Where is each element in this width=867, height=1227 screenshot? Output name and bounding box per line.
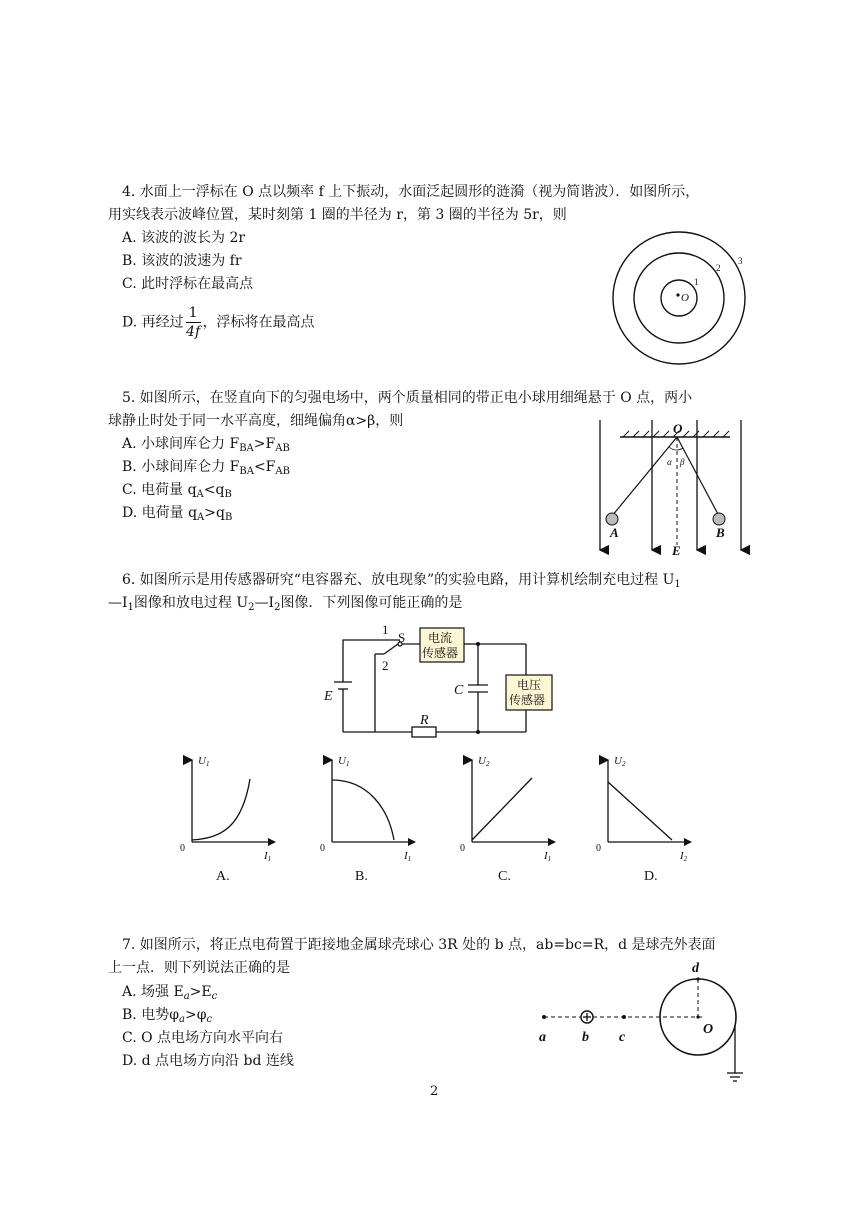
q4-ring3-label: 3 xyxy=(738,256,743,266)
q6-graph-a-caption: A. xyxy=(216,869,230,884)
q6-voltage-sensor-label2: 传感器 xyxy=(509,693,546,707)
q6-voltage-sensor-label1: 电压 xyxy=(517,678,542,692)
q6-graph-b-caption: B. xyxy=(355,869,368,884)
q7-o-label: O xyxy=(703,1022,714,1037)
q4-ring2-label: 2 xyxy=(716,263,721,273)
q6-switch-label: S xyxy=(398,630,406,645)
q4-ring1-label: 1 xyxy=(694,277,699,287)
q6-graph-c-origin: 0 xyxy=(460,843,465,854)
q6-graph-a-ylabel: U1 xyxy=(198,755,210,768)
q7-b-label: b xyxy=(582,1030,589,1045)
q6-graph-a-xlabel: I1 xyxy=(264,850,272,863)
q4-center-label: O xyxy=(681,292,689,304)
q4-fraction: $\frac{1}{4f}$ xyxy=(186,305,201,340)
q5-o-label: O xyxy=(673,421,683,436)
q5-e-label: E xyxy=(672,543,681,558)
q4-option-a: A. 该波的波长为 2r xyxy=(122,230,246,246)
q4-option-d: D. 再经过 $\frac{1}{4f}$ ，浮标将在最高点 xyxy=(122,305,315,340)
q6-graph-c xyxy=(452,752,562,864)
q5-stem-line1: 5. 如图所示，在竖直向下的匀强电场中，两个质量相同的带正电小球用细绳悬于 O 点，两小 xyxy=(122,390,693,406)
q4-option-c: C. 此时浮标在最高点 xyxy=(122,276,254,292)
q6-r-label: R xyxy=(420,713,429,728)
q4-option-b: B. 该波的波速为 fr xyxy=(122,253,242,269)
q5-option-c: C. 电荷量 $q_A<q_B$ xyxy=(122,482,232,500)
q6-pos2-label: 2 xyxy=(382,658,389,673)
q6-stem-line1: 6. 如图所示是用传感器研究“电容器充、放电现象”的实验电路，用计算机绘制充电过程 $U_1$ xyxy=(122,572,681,590)
q6-pos1-label: 1 xyxy=(382,622,389,637)
q5-option-a: A. 小球间库仑力 $F_{BA}>F_{AB}$ xyxy=(122,436,290,454)
q6-graph-b-origin: 0 xyxy=(320,843,325,854)
q6-circuit-diagram xyxy=(318,620,568,745)
q4-ripple-figure xyxy=(606,230,756,370)
q7-d-label: d xyxy=(692,961,699,976)
q6-graph-d-ylabel: U2 xyxy=(614,755,626,768)
q6-graph-c-caption: C. xyxy=(498,869,511,884)
q5-pendulum-figure xyxy=(590,415,755,560)
q6-current-sensor-label2: 传感器 xyxy=(422,646,459,660)
q7-option-b: B. 电势$\varphi_a>\varphi_c$ xyxy=(122,1007,213,1025)
q4-stem-line2: 用实线表示波峰位置，某时刻第 1 圈的半径为 r，第 3 圈的半径为 5r，则 xyxy=(108,207,567,223)
q7-stem-line1: 7. 如图所示，将正点电荷置于距接地金属球壳球心 3R 处的 b 点，ab=bc=R，d 是球壳外表面 xyxy=(122,937,716,953)
q7-sphere-figure xyxy=(528,955,758,1090)
q6-e-label: E xyxy=(324,689,333,704)
q6-graph-b-xlabel: I1 xyxy=(404,850,412,863)
q6-graph-a xyxy=(172,752,282,864)
q5-b-label: B xyxy=(716,525,725,540)
q6-graph-d-origin: 0 xyxy=(596,843,601,854)
q5-a-label: A xyxy=(610,525,619,540)
q6-current-sensor-label1: 电流 xyxy=(428,631,453,645)
q6-graph-d xyxy=(588,752,698,864)
q6-graph-c-ylabel: U2 xyxy=(478,755,490,768)
q6-graph-a-origin: 0 xyxy=(180,843,185,854)
page-number: 2 xyxy=(430,1084,439,1099)
q6-graph-d-caption: D. xyxy=(644,869,658,884)
q6-graph-d-xlabel: I2 xyxy=(680,850,688,863)
q6-stem-line2: $—I_1$图像和放电过程 $U_2—I_2$图像．下列图像可能正确的是 xyxy=(108,595,463,613)
q7-option-a: A. 场强 $E_a>E_c$ xyxy=(122,984,218,1002)
q6-graph-c-xlabel: I1 xyxy=(544,850,552,863)
q6-graph-b-ylabel: U1 xyxy=(338,755,350,768)
q5-option-d: D. 电荷量 $q_A>q_B$ xyxy=(122,505,233,523)
q5-stem-line2: 球静止时处于同一水平高度，细绳偏角α>β，则 xyxy=(108,413,404,429)
q7-c-label: c xyxy=(619,1030,626,1045)
q7-a-label: a xyxy=(539,1030,546,1045)
q4-stem-line1: 4. 水面上一浮标在 O 点以频率 f 上下振动，水面泛起圆形的涟漪（视为简谐波）．如图所示， xyxy=(122,184,700,200)
q7-option-c: C. O 点电场方向水平向右 xyxy=(122,1030,284,1046)
q6-graph-b xyxy=(312,752,422,864)
q5-alpha-label: α xyxy=(667,457,672,467)
q7-option-d: D. d 点电场方向沿 bd 连线 xyxy=(122,1053,294,1069)
q7-stem-line2: 上一点．则下列说法正确的是 xyxy=(108,960,290,976)
q6-c-label: C xyxy=(454,683,464,698)
q5-option-b: B. 小球间库仑力 $F_{BA}<F_{AB}$ xyxy=(122,459,290,477)
q5-beta-label: β xyxy=(680,457,685,467)
